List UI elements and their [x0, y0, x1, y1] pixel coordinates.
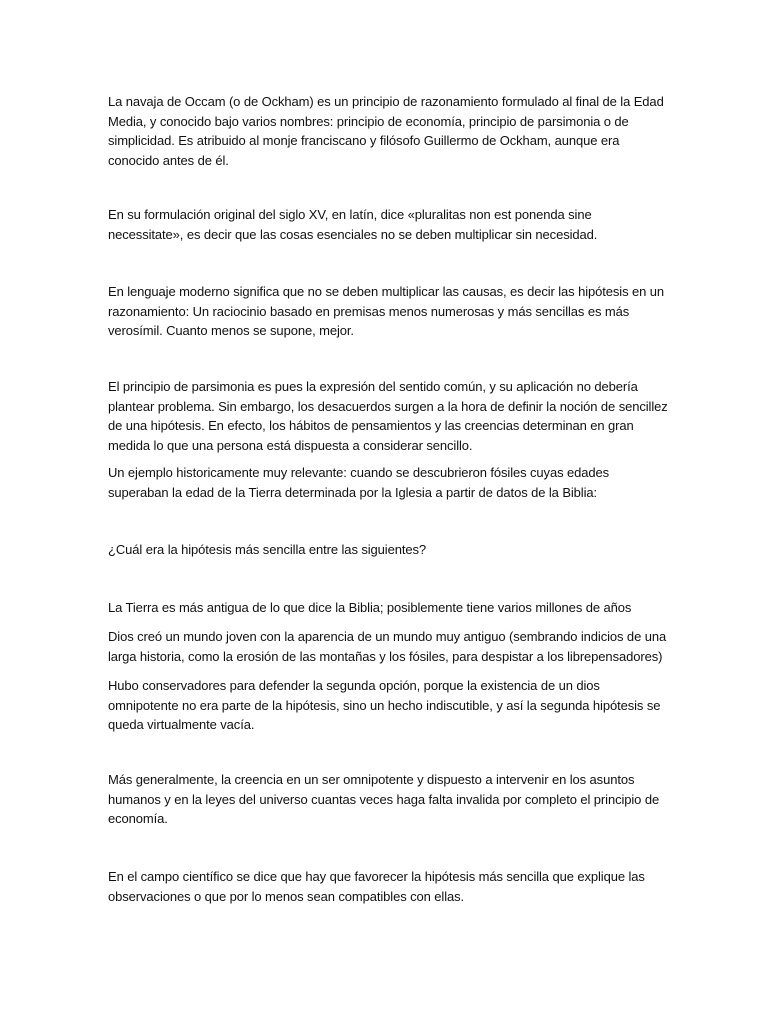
paragraph-parsimony-common-sense: El principio de parsimonia es pues la expresión del sentido común, y su aplicación no debería plantear problema. Sin embargo, los desacuerdos surgen a la hora de definir la noción de sencillez de una hipótesis. En efecto, los hábitos de pensamientos y las creencias determinan en gran medida lo que una persona está dispuesta a considerar sencillo. [108, 379, 668, 453]
paragraph-historical-example: Un ejemplo historicamente muy relevante: cuando se descubrieron fósiles cuyas edades superaban la edad de la Tierra determinada por la Iglesia a partir de datos de la Biblia: [108, 465, 610, 500]
paragraph-option-one: La Tierra es más antigua de lo que dice la Biblia; posiblemente tiene varios millones de años [108, 600, 632, 615]
paragraph-conservatives: Hubo conservadores para defender la segunda opción, porque la existencia de un dios omnipotente no era parte de la hipótesis, sino un hecho indiscutible, y así la segunda hipótesis se queda virtualmente vacía. [108, 678, 661, 732]
paragraph-original-formulation: En su formulación original del siglo XV, en latín, dice «pluralitas non est ponenda sine necessitate», es decir que las cosas esenciales no se deben multiplicar sin necesidad. [108, 207, 598, 242]
paragraph-option-two: Dios creó un mundo joven con la aparencia de un mundo muy antiguo (sembrando indicios de una larga historia, como la erosión de las montañas y los fósiles, para despistar a los librepensadores) [108, 629, 667, 664]
paragraph-question: ¿Cuál era la hipótesis más sencilla entre las siguientes? [108, 542, 427, 557]
paragraph-modern-meaning: En lenguaje moderno significa que no se deben multiplicar las causas, es decir las hipótesis en un razonamiento: Un raciocinio basado en premisas menos numerosas y más sencillas es más verosímil. Cuanto menos se supone, mejor. [108, 284, 665, 338]
paragraph-scientific-field: En el campo científico se dice que hay que favorecer la hipótesis más sencilla que explique las observaciones o que por lo menos sean compatibles con ellas. [108, 869, 645, 904]
paragraph-omnipotent-being: Más generalmente, la creencia en un ser omnipotente y dispuesto a intervenir en los asuntos humanos y en la leyes del universo cuantas veces haga falta invalida por completo el principio de economía. [108, 772, 660, 826]
paragraph-occam-definition: La navaja de Occam (o de Ockham) es un principio de razonamiento formulado al final de la Edad Media, y conocido bajo varios nombres: principio de economía, principio de parsimonia o de simplicidad. Es atribuido al monje franciscano y filósofo Guillermo de Ockham, aunque era conocido antes de él. [108, 94, 664, 168]
